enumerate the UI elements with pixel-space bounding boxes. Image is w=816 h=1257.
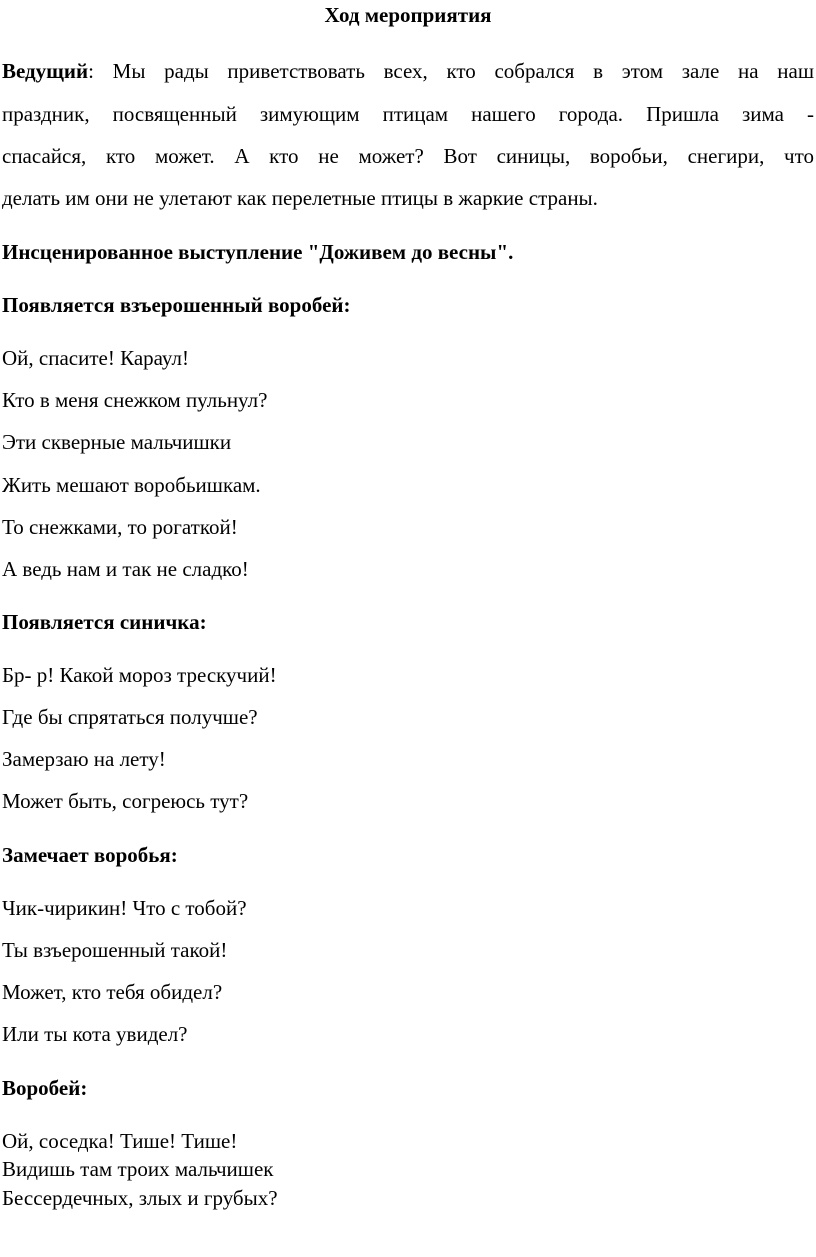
section-heading: Замечает воробья: bbox=[2, 843, 178, 867]
verse-line: Может, кто тебя обидел? bbox=[2, 980, 223, 1004]
verse-line: Чик-чирикин! Что с тобой? bbox=[2, 896, 247, 920]
section-heading: Появляется синичка: bbox=[2, 610, 207, 634]
section-heading: Появляется взъерошенный воробей: bbox=[2, 293, 351, 317]
verse-line: Ты взъерошенный такой! bbox=[2, 938, 228, 962]
performance-title: Инсценированное выступление "Доживем до весны". bbox=[2, 240, 514, 264]
speaker-label: Ведущий bbox=[2, 59, 89, 83]
intro-line-1 bbox=[2, 59, 814, 83]
verse-line: Видишь там троих мальчишек bbox=[2, 1157, 274, 1181]
verse-line: То снежками, то рогаткой! bbox=[2, 515, 238, 539]
verse-line: Где бы спрятаться получше? bbox=[2, 705, 258, 729]
verse-line: Ой, спасите! Караул! bbox=[2, 346, 189, 370]
verse-line: Может быть, согреюсь тут? bbox=[2, 789, 249, 813]
intro-line-4: делать им они не улетают как перелетные птицы в жаркие страны. bbox=[2, 186, 598, 210]
section-heading: Воробей: bbox=[2, 1076, 88, 1100]
document-title: Ход мероприятия bbox=[324, 3, 492, 27]
verse-line: Ой, соседка! Тише! Тише! bbox=[2, 1129, 238, 1153]
verse-line: Замерзаю на лету! bbox=[2, 747, 166, 771]
verse-line: Эти скверные мальчишки bbox=[2, 430, 232, 454]
intro-line-3: спасайся, кто может. А кто не может? Вот синицы, воробьи, снегири, что bbox=[2, 144, 814, 168]
verse-line: Кто в меня снежком пульнул? bbox=[2, 388, 268, 412]
verse-line: Бессердечных, злых и грубых? bbox=[2, 1186, 278, 1210]
verse-line: А ведь нам и так не сладко! bbox=[2, 557, 249, 581]
intro-text-1: Мы рады приветствовать всех, кто собрался в этом зале на наш bbox=[112, 59, 815, 83]
verse-line: Бр- р! Какой мороз трескучий! bbox=[2, 663, 277, 687]
speaker-separator: : bbox=[88, 59, 94, 83]
intro-line-2: праздник, посвященный зимующим птицам нашего города. Пришла зима - bbox=[2, 102, 814, 126]
verse-line: Жить мешают воробьишкам. bbox=[2, 473, 261, 497]
verse-line: Или ты кота увидел? bbox=[2, 1022, 188, 1046]
